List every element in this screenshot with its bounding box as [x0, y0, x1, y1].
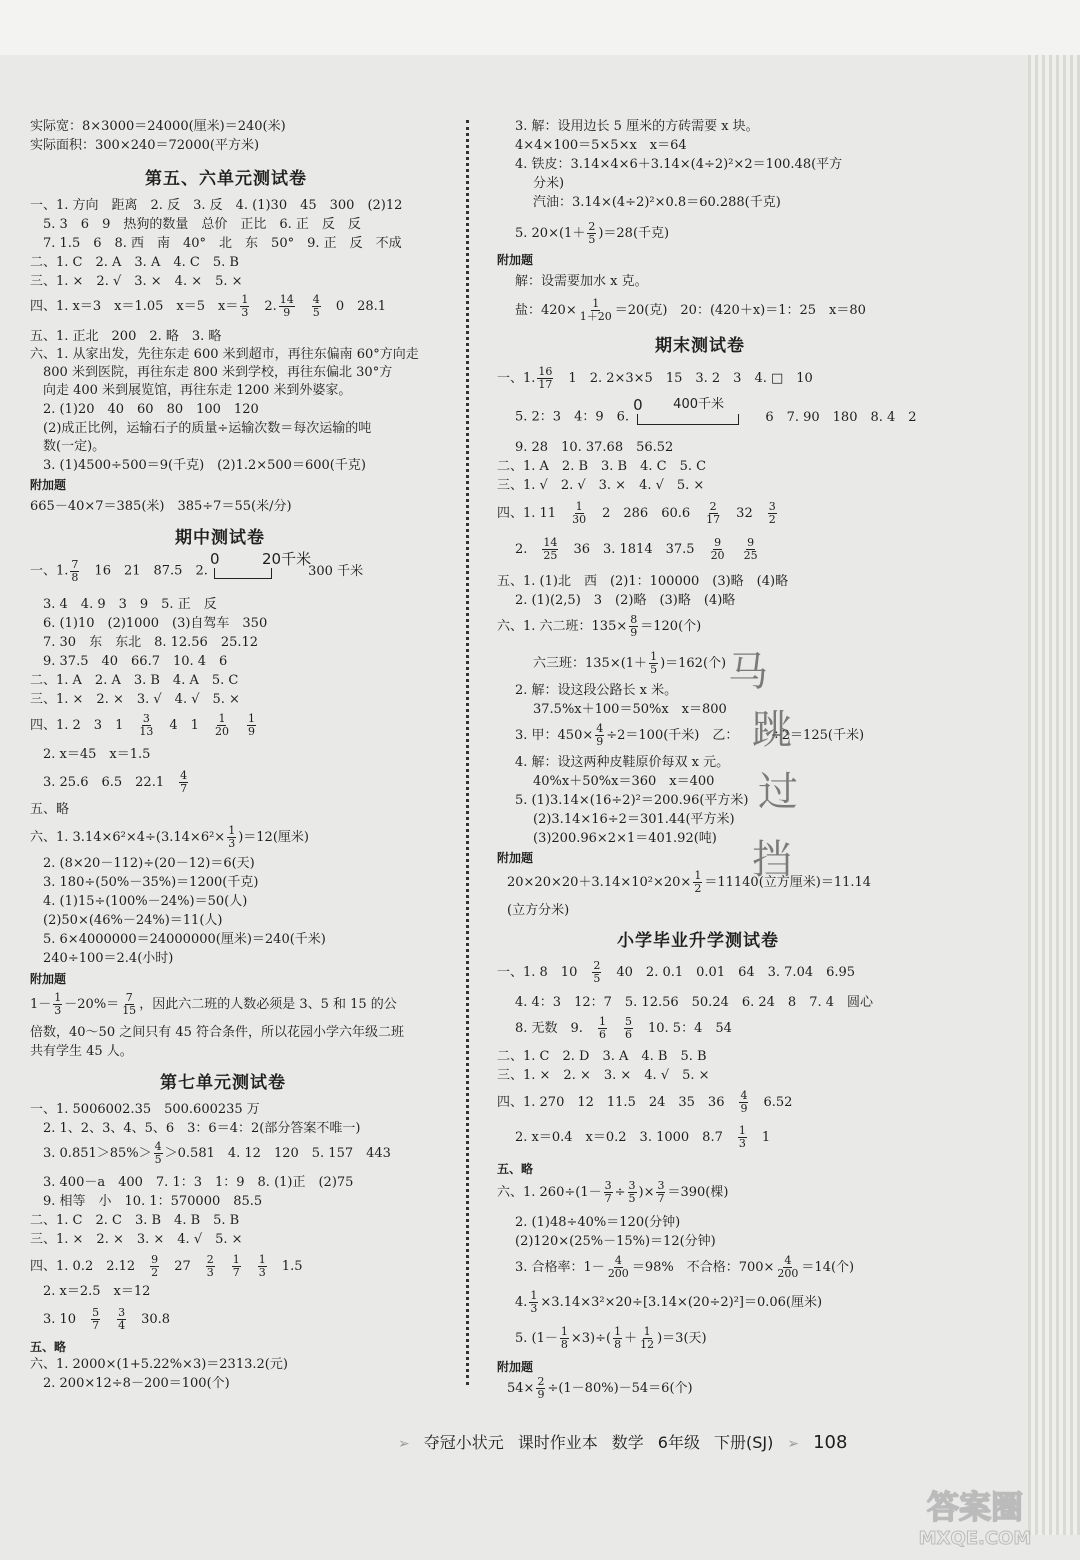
text-line: 2. x＝45 x＝1.5 — [30, 747, 151, 762]
text-line: 3. 4 4. 9 3 9 5. 正 反 — [30, 597, 217, 612]
footer-book: 课时作业本 — [517, 1433, 598, 1452]
text-line: 四、1. 11 $\frac{1}{30}$ 2 286 60.6 $\frac{2}{17}$ 32 $\frac{3}{2}$ — [497, 500, 776, 526]
text-line: 3. 400－a 400 7. 1：3 1：9 8. (1)正 (2)75 — [30, 1175, 354, 1190]
text-line: 4×4×100＝5×5×x x＝64 — [515, 138, 687, 153]
text-line: 三、1. × 2. × 3. √ 4. √ 5. × — [30, 692, 240, 707]
fraction: $\frac{3}{7}$ — [604, 1179, 612, 1205]
text-line: 665－40×7＝385(米) 385÷7＝55(米/分) — [30, 499, 292, 514]
text-line: 5. (1)3.14×(16÷2)²＝200.96(平方米) — [515, 793, 749, 808]
page-edge-stack — [1028, 55, 1080, 1535]
text-line: (2)成正比例，运输石子的质量÷运输次数＝每次运输的吨 — [30, 421, 372, 436]
text-line: 7. 1.5 6 8. 西 南 40° 北 东 50° 9. 正 反 不成 — [30, 236, 402, 251]
text-line: 800 米到医院，再往东走 800 米到学校，再往东偏北 30°方 — [30, 365, 393, 380]
handwriting-mark: 跳 — [752, 707, 792, 753]
section-title: 期末测试卷 — [655, 336, 745, 356]
text-line: 五、略 — [30, 802, 70, 817]
fraction: $\frac{1}{30}$ — [572, 500, 587, 526]
footer-volume: 下册(SJ) — [713, 1433, 774, 1452]
text-line: 四、1. 0.2 2.12 $\frac{9}{2}$ 27 $\frac{2}{3}$ $\frac{1}{7}$ $\frac{1}{3}$ 1.5 — [30, 1253, 303, 1279]
text-line: 3. 解：设用边长 5 厘米的方砖需要 x 块。 — [515, 119, 759, 134]
text-line: 54× $\frac{2}{9}$ ÷(1－80%)－54＝6(个) — [507, 1375, 693, 1401]
fraction: $\frac{4}{7}$ — [180, 769, 188, 795]
text-line: 2. 解：设这段公路长 x 米。 — [515, 683, 678, 698]
fraction: $\frac{14}{25}$ — [543, 536, 558, 562]
text-line: 40%x＋50%x＝360 x＝400 — [533, 774, 715, 789]
text-line: 1－ $\frac{1}{3}$ －20%＝ $\frac{7}{15}$ ，因此六二班的人数必须是 3、5 和 15 的公 — [30, 991, 397, 1017]
fraction: $\frac{3}{4}$ — [118, 1306, 126, 1332]
text-line: 240÷100＝2.4(小时) — [30, 951, 174, 966]
fraction: $\frac{2}{17}$ — [706, 500, 721, 526]
fraction: $\frac{1}{3}$ — [241, 293, 249, 319]
scale-bar: 0 20千米 — [212, 556, 292, 586]
text-line: 六三班：135×(1＋ $\frac{1}{5}$ )＝162(个) — [533, 650, 727, 676]
text-line: 6. (1)10 (2)1000 (3)自驾车 350 — [30, 616, 268, 631]
footer-brand: 夺冠小状元 — [423, 1433, 504, 1452]
extra-heading: 附加题 — [497, 253, 534, 267]
fraction: $\frac{4}{5}$ — [312, 293, 320, 319]
text-line: 8. 无数 9. $\frac{1}{6}$ $\frac{5}{6}$ 10. 5：4 54 — [515, 1015, 732, 1041]
fraction: $\frac{1}{1+20}$ — [579, 297, 612, 323]
text-line: 六、1. 2000×(1+5.22%×3)＝2313.2(元) — [30, 1357, 288, 1372]
text-line: 2. $\frac{14}{25}$ 36 3. 1814 37.5 $\frac{9}{20}$ $\frac{9}{25}$ — [515, 536, 758, 562]
text-line: 五、略 — [497, 1162, 534, 1176]
fraction: $\frac{1}{3}$ — [258, 1253, 266, 1279]
fraction: $\frac{1}{9}$ — [247, 712, 255, 738]
extra-heading: 附加题 — [497, 851, 534, 865]
fraction: $\frac{1}{20}$ — [214, 712, 229, 738]
text-line: 五、1. 正北 200 2. 略 3. 略 — [30, 329, 222, 344]
fraction: $\frac{2}{5}$ — [588, 220, 596, 246]
section-title: 第七单元测试卷 — [160, 1073, 286, 1093]
fraction: $\frac{9}{25}$ — [743, 536, 758, 562]
section-title: 第五、六单元测试卷 — [145, 169, 307, 189]
page-top-margin — [0, 0, 1080, 55]
extra-heading: 附加题 — [30, 478, 67, 492]
handwriting-mark: 挡 — [752, 837, 792, 883]
text-line: (3)200.96×2×1＝401.92(吨) — [533, 831, 717, 846]
fraction: $\frac{1}{2}$ — [694, 869, 702, 895]
text-line: 实际面积：300×240＝72000(平方米) — [30, 138, 260, 153]
extra-heading: 附加题 — [497, 1360, 534, 1374]
text-line: 四、1. x＝3 x＝1.05 x＝5 x＝ $\frac{1}{3}$ 2. $\frac{14}{9}$ $\frac{4}{5}$ 0 28.1 — [30, 293, 387, 319]
page-footer — [398, 1430, 861, 1453]
text-line: 37.5%x＋100＝50%x x＝800 — [533, 702, 727, 717]
fraction: $\frac{16}{17}$ — [538, 365, 553, 391]
text-line: 六、1. 从家出发，先往东走 600 米到超市，再往东偏南 60°方向走 — [30, 347, 419, 362]
text-line: (2)50×(46%－24%)＝11(人) — [30, 913, 223, 928]
text-line: 六、1. 六二班：135× $\frac{8}{9}$ ＝120(个) — [497, 613, 702, 639]
text-line: 解：设需要加水 x 克。 — [515, 274, 648, 289]
text-line: 三、1. √ 2. √ 3. × 4. √ 5. × — [497, 478, 705, 493]
handwriting-mark: 马 — [728, 649, 768, 695]
text-line: 9. 37.5 40 66.7 10. 4 6 — [30, 654, 228, 669]
text-line: 3. 0.851＞85%＞ $\frac{4}{5}$ ＞0.581 4. 12 120 5. 157 443 — [30, 1140, 391, 1166]
footer-subject: 数学 — [611, 1433, 644, 1452]
text-line: 20×20×20＋3.14×10²×20× $\frac{1}{2}$ ＝11140(立方厘米)＝11.14 — [507, 869, 872, 895]
text-line: 5. 2：3 4：9 6. 0 400千米 6 7. 90 180 8. 4 2 — [515, 402, 917, 432]
fraction: $\frac{1}{3}$ — [228, 824, 236, 850]
text-line: 数(一定)。 — [30, 439, 106, 454]
text-line: 六、1. 260÷(1－ $\frac{3}{7}$ ÷ $\frac{3}{5}$ )× $\frac{3}{7}$ ＝390(棵) — [497, 1179, 729, 1205]
text-line: 三、1. × 2. × 3. × 4. √ 5. × — [497, 1068, 710, 1083]
text-line: 向走 400 米到展览馆，再往东走 1200 米到外婆家。 — [30, 383, 352, 398]
text-line: (2)120×(25%－15%)＝12(分钟) — [515, 1234, 716, 1249]
section-title: 期中测试卷 — [175, 528, 265, 548]
fraction: $\frac{7}{8}$ — [71, 557, 79, 584]
text-line: 一、1. $\frac{7}{8}$ 16 21 87.5 2. 0 20千米 300 千米 — [30, 556, 363, 586]
text-line: 9. 28 10. 37.68 56.52 — [515, 440, 674, 455]
text-line: (2)3.14×16÷2＝301.44(平方米) — [533, 812, 735, 827]
fraction: $\frac{4}{9}$ — [740, 1089, 748, 1115]
text-line: 一、1. 8 10 $\frac{2}{5}$ 40 2. 0.1 0.01 64 3. 7.04 6.95 — [497, 959, 856, 985]
fraction: $\frac{1}{8}$ — [614, 1325, 622, 1351]
text-line: 一、1. 5006002.35 500.600235 万 — [30, 1102, 260, 1117]
fraction: $\frac{4}{5}$ — [154, 1140, 162, 1166]
text-line: 一、1. $\frac{16}{17}$ 1 2. 2×3×5 15 3. 2 3 4. □ 10 — [497, 365, 813, 391]
text-line: 4. 解：设这两种皮鞋原价每双 x 元。 — [515, 755, 730, 770]
text-line: 三、1. × 2. √ 3. × 4. × 5. × — [30, 274, 243, 289]
fraction: $\frac{1}{6}$ — [598, 1015, 606, 1041]
text-line: 2. (1)20 40 60 80 100 120 — [30, 402, 259, 417]
text-line: 3. 25.6 6.5 22.1 $\frac{4}{7}$ — [30, 769, 188, 795]
fraction: $\frac{4}{200}$ — [607, 1254, 629, 1280]
fraction: $\frac{4}{9}$ — [596, 722, 604, 748]
text-line: 二、1. A 2. A 3. B 4. A 5. C — [30, 673, 239, 688]
fraction: $\frac{2}{9}$ — [537, 1375, 545, 1401]
fraction: $\frac{1}{8}$ — [560, 1325, 568, 1351]
extra-heading: 附加题 — [30, 972, 67, 986]
footer-grade: 6年级 — [657, 1433, 700, 1452]
watermark-logo — [890, 1480, 1060, 1550]
text-line: 五、1. (1)北 西 (2)1：100000 (3)略 (4)略 — [497, 574, 789, 589]
text-line: 3. 合格率：1－ $\frac{4}{200}$ ＝98% 不合格：700× $\frac{4}{200}$ ＝14(个) — [515, 1254, 855, 1280]
fraction: $\frac{5}{6}$ — [624, 1015, 632, 1041]
watermark-text: 答案圈 — [926, 1488, 1024, 1526]
fraction: $\frac{3}{7}$ — [657, 1179, 665, 1205]
text-line: 二、1. C 2. D 3. A 4. B 5. B — [497, 1049, 707, 1064]
text-line: 9. 相等 小 10. 1：570000 85.5 — [30, 1194, 263, 1209]
fraction: $\frac{9}{2}$ — [151, 1253, 159, 1279]
text-line: 2. x＝2.5 x＝12 — [30, 1284, 151, 1299]
text-line: 倍数，40～50 之间只有 45 符合条件，所以花园小学六年级二班 — [30, 1025, 405, 1040]
text-line: 盐：420× $\frac{1}{1+20}$ ＝20(克) 20：(420＋x)＝1：25 x＝80 — [515, 297, 866, 323]
text-line: 二、1. C 2. A 3. A 4. C 5. B — [30, 255, 239, 270]
text-line: 五、略 — [30, 1340, 67, 1354]
text-line: 三、1. × 2. × 3. × 4. √ 5. × — [30, 1232, 243, 1247]
fraction: $\frac{1}{3}$ — [54, 991, 62, 1017]
text-line: 一、1. 方向 距离 2. 反 3. 反 4. (1)30 45 300 (2)12 — [30, 198, 403, 213]
handwriting-mark: 过 — [758, 769, 798, 815]
text-line: 汽油：3.14×(4÷2)²×0.8＝60.288(千克) — [533, 195, 781, 210]
fraction: $\frac{1}{12}$ — [640, 1325, 655, 1351]
text-line: 5. 6×4000000＝24000000(厘米)＝240(千米) — [30, 932, 326, 947]
fraction: $\frac{1}{3}$ — [530, 1289, 538, 1315]
scale-bar: 0 400千米 — [633, 402, 753, 432]
fraction: $\frac{3}{2}$ — [768, 500, 776, 526]
text-line: 3. 甲：450× $\frac{4}{9}$ ÷2＝100(千米) 乙： ÷2＝125(千米) — [515, 722, 865, 748]
text-line: 7. 30 东 东北 8. 12.56 25.12 — [30, 635, 259, 650]
text-line: 2. (1)(2,5) 3 (2)略 (3)略 (4)略 — [515, 593, 736, 608]
text-line: 四、1. 2 3 1 $\frac{3}{13}$ 4 1 $\frac{1}{20}$ $\frac{1}{9}$ — [30, 712, 255, 738]
page-number: 108 — [813, 1432, 848, 1453]
fraction: $\frac{14}{9}$ — [279, 293, 294, 319]
text-line: 共有学生 45 人。 — [30, 1044, 133, 1059]
fraction: $\frac{1}{7}$ — [232, 1253, 240, 1279]
fraction: $\frac{2}{5}$ — [593, 959, 601, 985]
text-line: 5. 3 6 9 热狗的数量 总价 正比 6. 正 反 反 — [30, 217, 361, 232]
section-title: 小学毕业升学测试卷 — [617, 931, 779, 951]
arrow-icon: ➢ — [787, 1436, 800, 1452]
text-line: 六、1. 3.14×6²×4÷(3.14×6²× $\frac{1}{3}$ )＝12(厘米) — [30, 824, 309, 850]
text-line: 实际宽：8×3000＝24000(厘米)＝240(米) — [30, 119, 286, 134]
text-line: 2. x＝0.4 x＝0.2 3. 1000 8.7 $\frac{1}{3}$ 1 — [515, 1124, 771, 1150]
fraction: $\frac{1}{3}$ — [738, 1124, 746, 1150]
fraction: $\frac{9}{20}$ — [710, 536, 725, 562]
text-line: 分米) — [533, 176, 565, 191]
fraction: $\frac{8}{9}$ — [630, 613, 638, 639]
text-line: 四、1. 270 12 11.5 24 35 36 $\frac{4}{9}$ 6.52 — [497, 1089, 793, 1115]
text-line: 3. 10 $\frac{5}{7}$ $\frac{3}{4}$ 30.8 — [30, 1306, 171, 1332]
fraction: $\frac{4}{200}$ — [777, 1254, 799, 1280]
text-line: 5. (1－ $\frac{1}{8}$ ×3)÷( $\frac{1}{8}$ ＋ $\frac{1}{12}$ )＝3(天) — [515, 1325, 707, 1351]
watermark-url: MXQE.COM — [918, 1528, 1032, 1549]
fraction: $\frac{3}{5}$ — [628, 1179, 636, 1205]
text-line: 2. (8×20－112)÷(20－12)＝6(天) — [30, 856, 255, 871]
text-line: 二、1. A 2. B 3. B 4. C 5. C — [497, 459, 707, 474]
arrow-icon: ➢ — [398, 1436, 410, 1452]
text-line: 2. 200×12÷8－200＝100(个) — [30, 1376, 230, 1391]
text-line: 2. (1)48÷40%＝120(分钟) — [515, 1215, 681, 1230]
text-line: (立方分米) — [507, 903, 570, 918]
fraction: $\frac{5}{7}$ — [92, 1306, 100, 1332]
fraction: $\frac{3}{13}$ — [139, 712, 154, 738]
text-line: 3. (1)4500÷500＝9(千克) (2)1.2×500＝600(千克) — [30, 458, 366, 473]
text-line: 4. 4：3 12：7 5. 12.56 50.24 6. 24 8 7. 4 圆心 — [515, 995, 874, 1010]
text-line: 3. 180÷(50%－35%)＝1200(千克) — [30, 875, 259, 890]
fraction: $\frac{7}{15}$ — [122, 991, 137, 1017]
fraction: $\frac{2}{3}$ — [206, 1253, 214, 1279]
column-divider — [466, 120, 469, 1385]
text-line: 2. 1、2、3、4、5、6 3：6＝4：2(部分答案不唯一) — [30, 1121, 361, 1136]
text-line: 4. (1)15÷(100%－24%)＝50(人) — [30, 894, 248, 909]
text-line: 4. $\frac{1}{3}$ ×3.14×3²×20÷[3.14×(20÷2)²]＝0.06(厘米) — [515, 1289, 823, 1315]
fraction: $\frac{1}{5}$ — [650, 650, 658, 676]
text-line: 5. 20×(1＋ $\frac{2}{5}$ )＝28(千克) — [515, 220, 670, 246]
text-line: 4. 铁皮：3.14×4×6＋3.14×(4÷2)²×2＝100.48(平方 — [515, 157, 843, 172]
text-line: 二、1. C 2. C 3. B 4. B 5. B — [30, 1213, 240, 1228]
